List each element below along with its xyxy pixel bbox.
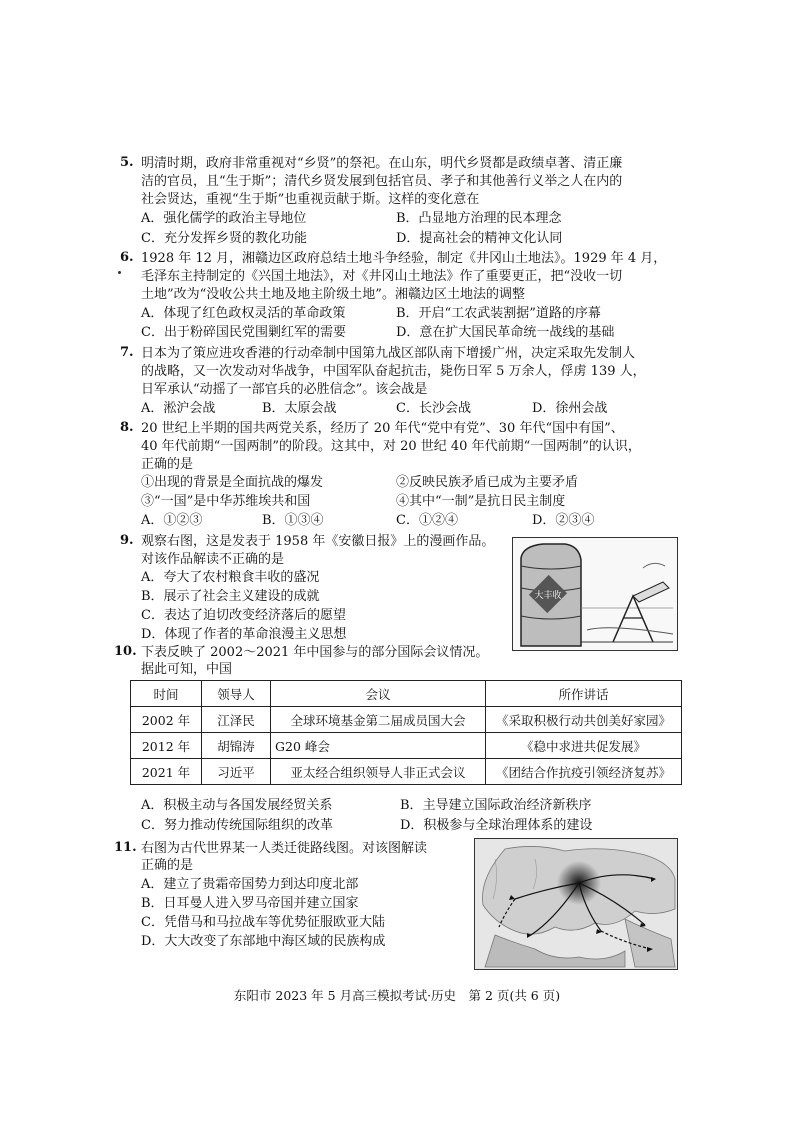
table-header: 所作讲话 [486,681,682,707]
option-d[interactable]: D．徐州会战 [532,401,608,416]
option-b[interactable]: B．展示了社会主义建设的成就 [141,589,320,604]
option-b[interactable]: B．凸显地方治理的民本理念 [396,211,562,226]
option-c[interactable]: C．努力推动传统国际组织的改革 [141,818,333,833]
table-cell: 亚太经合组织领导人非正式会议 [271,759,486,785]
statement-2: ②反映民族矛盾已成为主要矛盾 [396,475,579,490]
stray-dot [118,271,121,274]
option-a[interactable]: A．①②③ [141,513,203,528]
question-text: 毛泽东主持制定的《兴国土地法》，对《井冈山土地法》作了重要更正，把“没收一切 [141,269,623,284]
option-b[interactable]: B．日耳曼人进入罗马帝国并建立国家 [141,896,359,911]
question-text: 20 世纪上半期的国共两党关系，经历了 20 年代“党中有党”、30 年代“国中有国”、 [141,421,624,436]
question-text: 1928 年 12 月，湘赣边区政府总结土地斗争经验，制定《井冈山土地法》。1929 年 4 月， [141,251,667,266]
table-row [131,733,682,759]
map-drawing [475,839,677,969]
table-cell: 2002 年 [131,707,202,733]
table-cell: 全球环境基金第二届成员国大会 [271,707,486,733]
question-text: 右图为古代世界某一人类迁徙路线图。对该图解读 [141,841,428,856]
option-c[interactable]: C．①②④ [396,513,458,528]
question-number: 6. [120,250,134,265]
question-text: 正确的是 [141,858,194,873]
question-number: 10. [114,644,137,659]
option-b[interactable]: B．开启“工农武装割据”道路的序幕 [396,306,601,321]
meeting-table [130,680,682,785]
question-text: 日军承认“动摇了一部官兵的必胜信念”。该会战是 [141,382,428,397]
table-cell: 2021 年 [131,759,202,785]
option-c[interactable]: C．凭借马和马拉战车等优势征服欧亚大陆 [141,915,385,930]
option-a[interactable]: A．建立了贵霜帝国势力到达印度北部 [141,877,359,892]
question-text: 日本为了策应进攻香港的行动牵制中国第九战区部队南下增援广州，决定采取先发制人 [141,346,636,361]
page-footer: 东阳市 2023 年 5 月高三模拟考试·历史 第 2 页(共 6 页) [233,988,561,1003]
option-c[interactable]: C．表达了迫切改变经济落后的愿望 [141,608,346,623]
option-d[interactable]: D．大大改变了东部地中海区域的民族构成 [141,934,386,949]
migration-map [474,838,678,970]
statement-3: ③“一国”是中华苏维埃共和国 [141,494,311,509]
cartoon-figure [512,537,678,651]
table-cell: 《团结合作抗疫引领经济复苏》 [486,759,682,785]
question-text: 观察右图，这是发表于 1958 年《安徽日报》上的漫画作品。 [141,534,495,549]
question-number: 8. [120,420,134,435]
option-a[interactable]: A．淞沪会战 [141,401,216,416]
table-cell: G20 峰会 [271,733,486,759]
option-c[interactable]: C．出于粉碎国民党围剿红军的需要 [141,325,346,340]
question-number: 9. [120,533,134,548]
cartoon-drawing [513,538,677,650]
option-a[interactable]: A．体现了红色政权灵活的革命政策 [141,306,346,321]
question-text: 洁的官员，且“生于斯”；清代乡贤发展到包括官员、孝子和其他善行义举之人在内的 [141,174,623,189]
question-text: 明清时期，政府非常重视对“乡贤”的祭祀。在山东，明代乡贤都是政绩卓著、清正廉 [141,156,623,171]
cartoon-label: 大丰收 [534,591,562,601]
option-d[interactable]: D．积极参与全球治理体系的建设 [400,818,593,833]
option-a[interactable]: A．强化儒学的政治主导地位 [141,211,307,226]
table-cell: 2012 年 [131,733,202,759]
table-cell: 习近平 [202,759,271,785]
option-c[interactable]: C．长沙会战 [396,401,471,416]
question-text: 40 年代前期“一国两制”的阶段。这其中，对 20 世纪 40 年代前期“一国两制”的认识， [141,439,641,454]
question-text: 社会贤达，重视“生于斯”也重视贡献于斯。这样的变化意在 [141,192,480,207]
table-header: 领导人 [202,681,271,707]
statement-4: ④其中“一制”是抗日民主制度 [396,494,566,509]
table-header-row [131,681,682,707]
question-number: 11. [114,840,137,855]
question-text: 的战略，又一次发动对华战争，中国军队奋起抗击，毙伤日军 5 万余人，俘虏 139 人， [141,364,646,379]
question-number: 7. [120,345,134,360]
question-text: 对该作品解读不正确的是 [141,552,285,567]
statement-1: ①出现的背景是全面抗战的爆发 [141,475,324,490]
table-cell: 江泽民 [202,707,271,733]
question-text: 下表反映了 2002～2021 年中国参与的部分国际会议情况。 [141,645,489,660]
question-text: 土地”改为“没收公共土地及地主阶级土地”。湘赣边区土地法的调整 [141,287,525,302]
option-a[interactable]: A．夸大了农村粮食丰收的盛况 [141,570,320,585]
table-row [131,707,682,733]
option-b[interactable]: B．①③④ [262,513,324,528]
table-row [131,759,682,785]
option-b[interactable]: B．主导建立国际政治经济新秩序 [400,798,592,813]
question-number: 5. [120,155,134,170]
option-d[interactable]: D．②③④ [532,513,595,528]
table-header: 会议 [271,681,486,707]
option-a[interactable]: A．积极主动与各国发展经贸关系 [141,798,333,813]
question-text: 正确的是 [141,457,194,472]
table-cell: 《稳中求进共促发展》 [486,733,682,759]
table-header: 时间 [131,681,202,707]
option-c[interactable]: C．充分发挥乡贤的教化功能 [141,231,307,246]
option-d[interactable]: D．体现了作者的革命浪漫主义思想 [141,627,347,642]
table-cell: 《采取积极行动共创美好家园》 [486,707,682,733]
option-b[interactable]: B．太原会战 [262,401,337,416]
option-d[interactable]: D．意在扩大国民革命统一战线的基础 [396,325,615,340]
question-text: 据此可知，中国 [141,662,233,677]
table-cell: 胡锦涛 [202,733,271,759]
option-d[interactable]: D．提高社会的精神文化认同 [396,231,563,246]
